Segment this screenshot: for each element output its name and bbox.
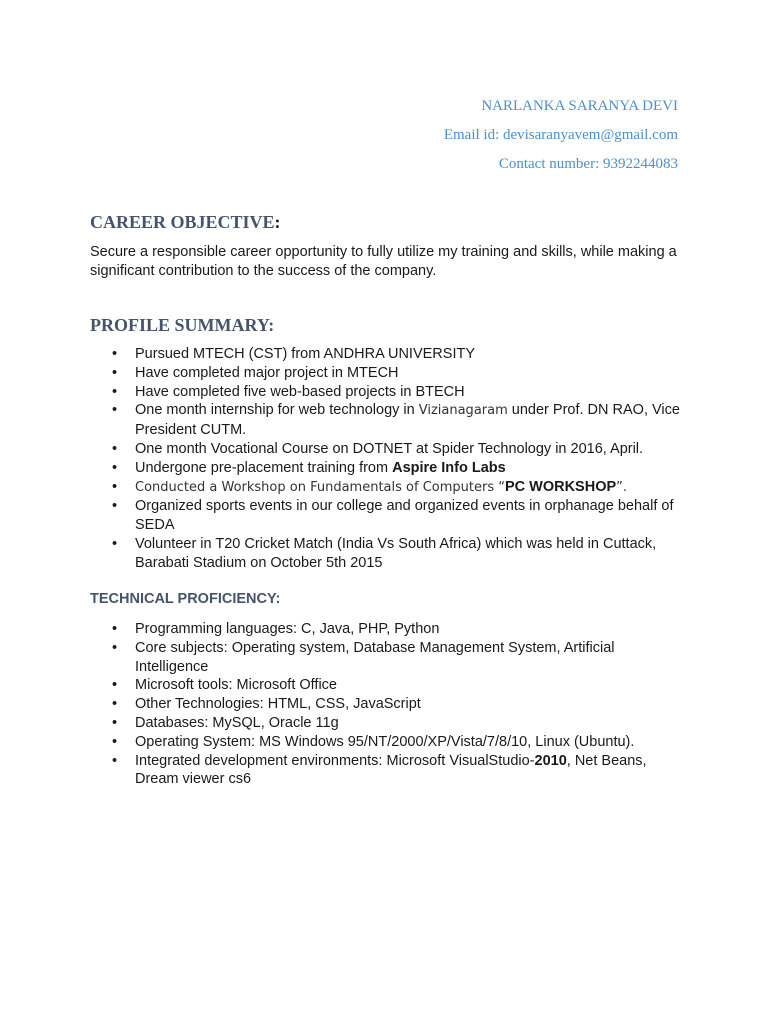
bullet-icon: • (112, 498, 118, 515)
list-item-text: Operating System: MS Windows 95/NT/2000/XP/Vista/7/8/10, Linux (Ubuntu). (135, 733, 635, 750)
bullet-icon: • (112, 459, 118, 476)
list-item (90, 459, 690, 478)
profile-summary-list (90, 345, 690, 573)
list-item-text: , Net Beans, Dream viewer cs6 (135, 752, 647, 788)
list-item-text: Organized sports events in our college and organized events in orphanage behalf of SEDA (135, 498, 674, 534)
list-item (90, 695, 690, 714)
list-item (90, 497, 690, 535)
career-objective-colon: : (274, 212, 281, 232)
workshop-name: PC WORKSHOP (504, 478, 617, 495)
bullet-icon: • (112, 383, 118, 400)
list-item-text: Have completed five web-based projects in BTECH (135, 383, 465, 400)
bullet-icon: • (112, 364, 118, 381)
bullet-icon: • (112, 752, 118, 769)
list-item-text: One month Vocational Course on DOTNET at Spider Technology in 2016, April. (135, 440, 644, 457)
bullet-icon: • (112, 402, 118, 419)
list-item (90, 620, 690, 639)
list-item (90, 383, 690, 402)
list-item-text: Microsoft tools: Microsoft Office (135, 677, 337, 694)
list-item (90, 401, 690, 440)
bullet-icon: • (112, 621, 118, 637)
list-item (90, 676, 690, 695)
email-line: Email id: devisaranyavem@gmail.com (443, 127, 678, 143)
list-item-text: One month internship for web technology in (135, 402, 419, 419)
technical-proficiency-list (90, 620, 690, 789)
list-item-text: Integrated development environments: Microsoft VisualStudio- (135, 752, 535, 769)
bullet-icon: • (112, 639, 118, 656)
candidate-name: NARLANKA SARANYA DEVI (481, 98, 678, 114)
list-item-text: Pursued MTECH (CST) from ANDHRA UNIVERSITY (135, 346, 475, 362)
place-name: Vizianagaram (418, 403, 508, 419)
ide-version: 2010 (534, 752, 567, 769)
training-org: Aspire Info Labs (392, 459, 506, 476)
list-item (90, 345, 690, 364)
profile-summary-heading: PROFILE SUMMARY: (90, 315, 275, 335)
list-item-text: Programming languages: C, Java, PHP, Python (135, 621, 440, 637)
career-objective-heading (90, 212, 281, 233)
list-item (90, 639, 690, 677)
list-item-text: Other Technologies: HTML, CSS, JavaScript (135, 696, 421, 713)
list-item-text: ”. (616, 479, 628, 495)
bullet-icon: • (112, 478, 118, 495)
list-item (90, 733, 690, 752)
list-item-text: Have completed major project in MTECH (135, 364, 399, 381)
list-item (90, 752, 690, 790)
list-item (90, 440, 690, 459)
list-item-text: Conducted a Workshop on Fundamentals of Computers “ (135, 479, 505, 495)
list-item (90, 714, 690, 733)
list-item-text: Databases: MySQL, Oracle 11g (135, 714, 339, 731)
bullet-icon: • (112, 535, 118, 552)
list-item (90, 535, 690, 573)
bullet-icon: • (112, 696, 118, 713)
bullet-icon: • (112, 714, 118, 731)
bullet-icon: • (112, 733, 118, 750)
list-item-text: Undergone pre-placement training from (135, 459, 393, 476)
contact-line: Contact number: 9392244083 (498, 156, 678, 172)
career-objective-text: Secure a responsible career opportunity to fully utilize my training and skills, while making a significant contribution to the success of the company. (90, 244, 677, 279)
list-item (90, 478, 690, 498)
contact-header (444, 92, 678, 179)
list-item-text: under Prof. DN RAO, Vice President CUTM. (135, 402, 680, 439)
technical-proficiency-heading: TECHNICAL PROFICIENCY: (90, 591, 281, 607)
list-item (90, 364, 690, 383)
bullet-icon: • (112, 677, 118, 694)
list-item-text: Core subjects: Operating system, Database Management System, Artificial Intelligence (135, 639, 615, 675)
bullet-icon: • (112, 346, 118, 362)
list-item-text: Volunteer in T20 Cricket Match (India Vs South Africa) which was held in Cuttack, Barabati Stadium on October 5th 2015 (135, 535, 657, 571)
bullet-icon: • (112, 440, 118, 457)
career-objective-title: CAREER OBJECTIVE (90, 212, 275, 232)
